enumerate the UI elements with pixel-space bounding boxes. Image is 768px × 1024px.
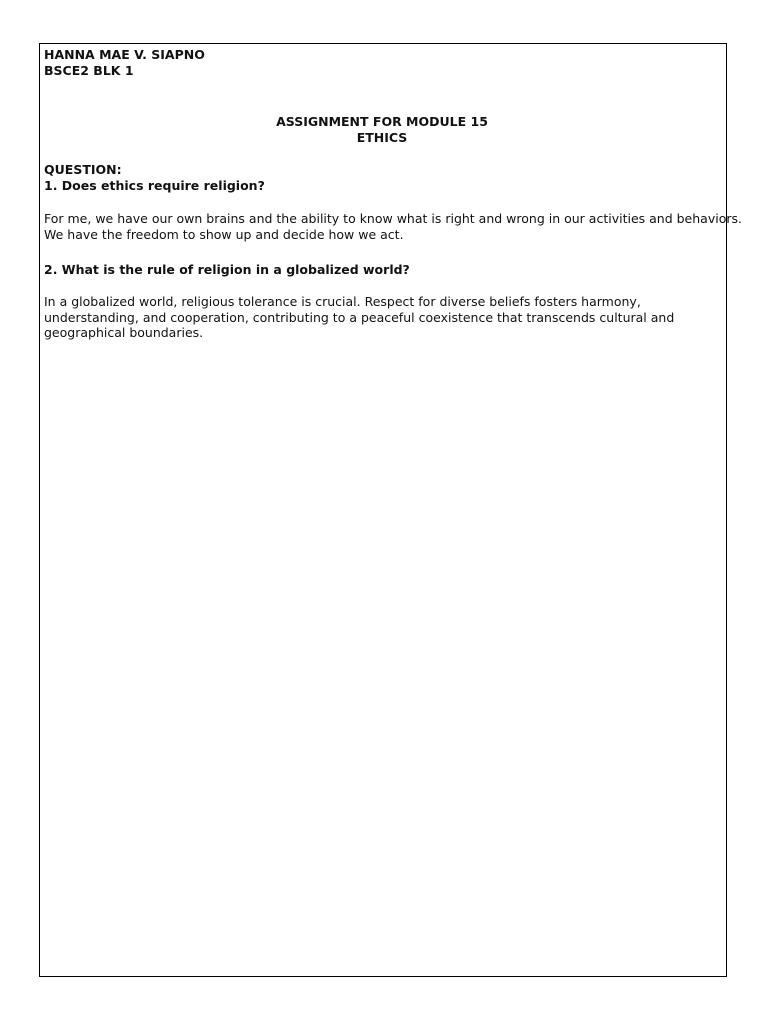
answer-2-line-2: understanding, and cooperation, contributing to a peaceful coexistence that transcends cultural and [44,309,675,325]
document-page [39,43,742,977]
answer-1-line-2: We have the freedom to show up and decide how we act. [44,226,404,242]
title-line-1: ASSIGNMENT FOR MODULE 15 [276,114,488,129]
answer-2 [44,294,674,341]
answer-1-line-1: For me, we have our own brains and the ability to know what is right and wrong in our activities and behaviors. [44,211,742,226]
question-label: QUESTION: [44,162,122,177]
answer-2-line-3: geographical boundaries. [44,325,204,340]
assignment-title [40,114,724,145]
title-line-2: ETHICS [356,129,408,145]
question-1-text: 1. Does ethics require religion? [44,177,265,193]
student-section: BSCE2 BLK 1 [44,62,134,78]
student-name: HANNA MAE V. SIAPNO [44,47,205,62]
answer-2-line-1: In a globalized world, religious tolerance is crucial. Respect for diverse beliefs fosters harmony, [44,294,641,309]
student-info [44,47,730,78]
question-2-text: 2. What is the rule of religion in a globalized world? [44,262,410,277]
question-1-block [44,162,265,193]
answer-1 [44,211,742,242]
question-2-block [44,262,410,278]
